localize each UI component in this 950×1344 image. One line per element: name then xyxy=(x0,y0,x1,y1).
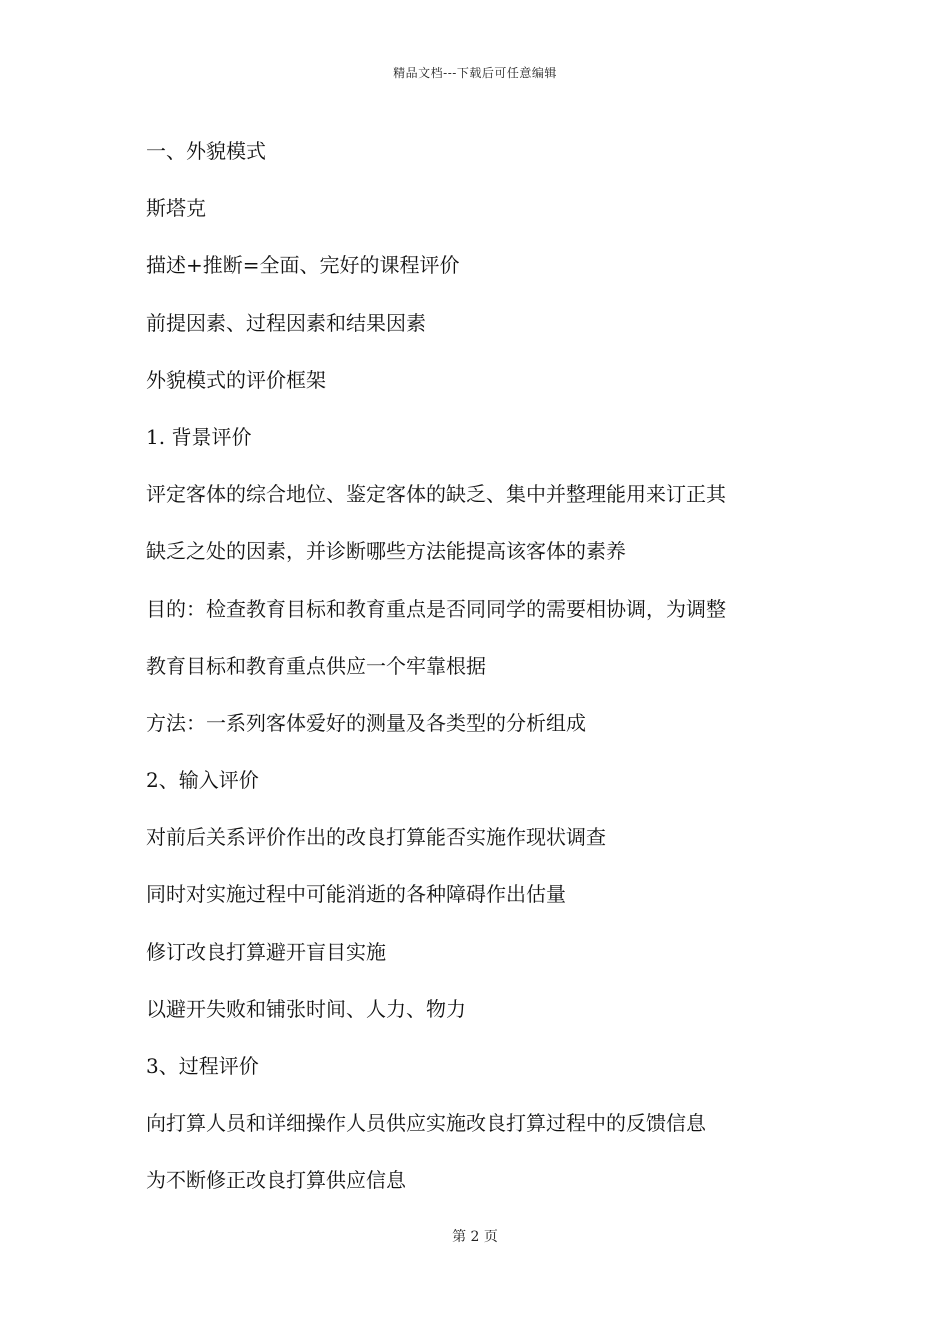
text-line: 对前后关系评价作出的改良打算能否实施作现状调查 xyxy=(146,825,606,850)
text-line: 描述+推断=全面、完好的课程评价 xyxy=(146,253,460,278)
text-line: 为不断修正改良打算供应信息 xyxy=(146,1168,406,1193)
text-line: 以避开失败和铺张时间、人力、物力 xyxy=(146,996,466,1021)
subheading-input-evaluation: 2、输入评价 xyxy=(146,768,259,793)
text-line: 评定客体的综合地位、鉴定客体的缺乏、集中并整理能用来订正其 xyxy=(146,482,726,507)
text-line: 同时对实施过程中可能消逝的各种障碍作出估量 xyxy=(146,882,566,907)
document-body xyxy=(146,134,826,1221)
page-number: 第 2 页 xyxy=(452,1229,498,1245)
subheading-background-evaluation: 1. 背景评价 xyxy=(146,424,252,449)
text-line: 缺乏之处的因素，并诊断哪些方法能提高该客体的素养 xyxy=(146,539,626,564)
text-line: 方法：一系列客体爱好的测量及各类型的分析组成 xyxy=(146,710,586,735)
text-line: 目的：检查教育目标和教育重点是否同同学的需要相协调，为调整 xyxy=(146,596,726,621)
page-header: 精品文档---下载后可任意编辑 xyxy=(393,66,557,80)
text-line: 前提因素、过程因素和结果因素 xyxy=(146,310,426,335)
section-heading-appearance-model: 一、外貌模式 xyxy=(146,139,266,163)
text-line: 教育目标和教育重点供应一个牢靠根据 xyxy=(146,653,486,678)
subheading-process-evaluation: 3、过程评价 xyxy=(146,1054,259,1078)
text-line: 修订改良打算避开盲目实施 xyxy=(146,939,386,964)
text-line: 斯塔克 xyxy=(146,196,206,221)
text-line: 向打算人员和详细操作人员供应实施改良打算过程中的反馈信息 xyxy=(146,1111,706,1136)
text-line: 外貌模式的评价框架 xyxy=(146,367,326,392)
